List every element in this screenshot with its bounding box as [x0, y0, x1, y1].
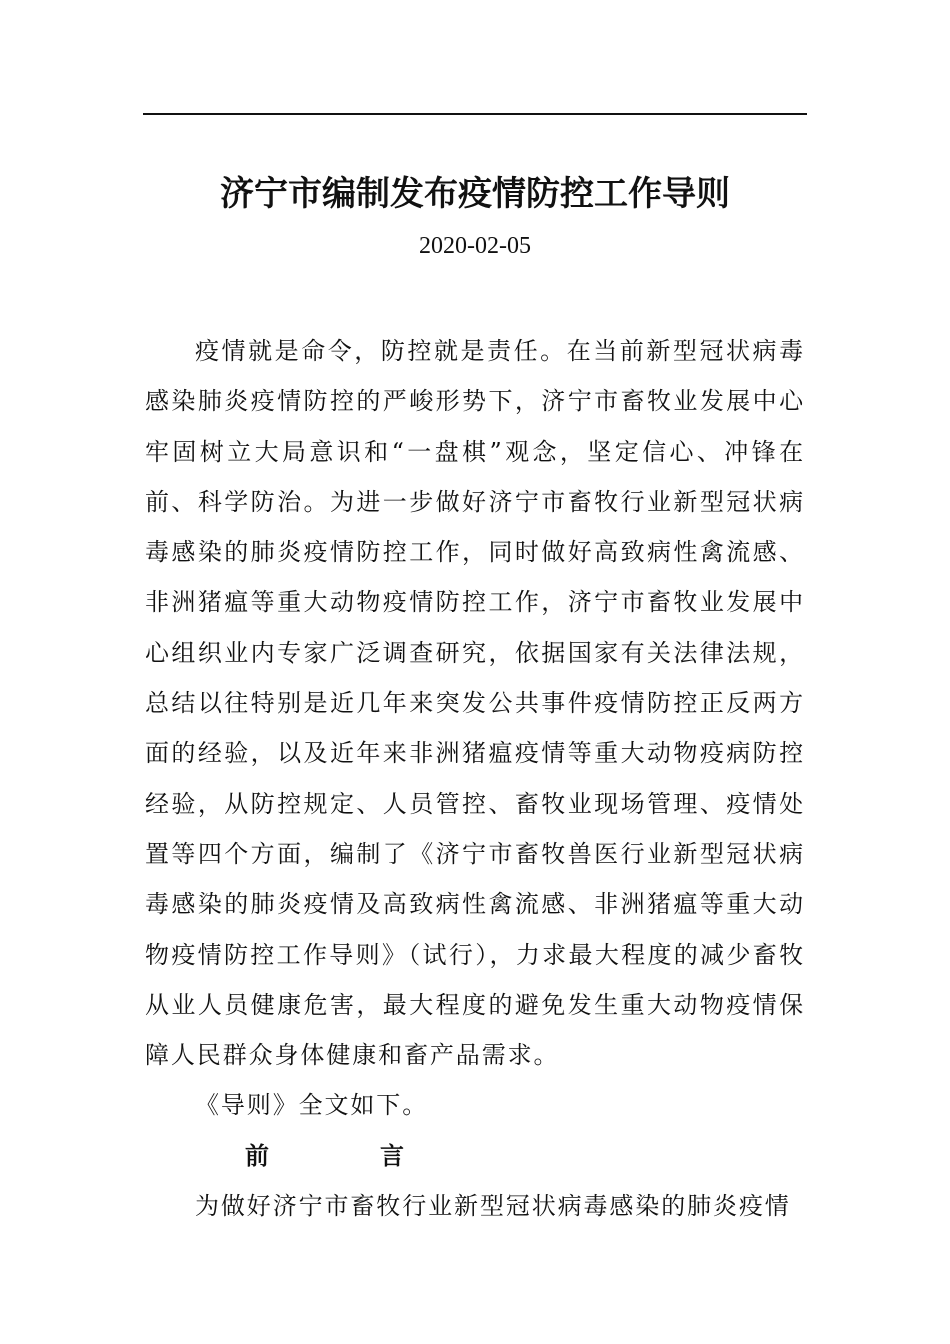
header-rule [143, 113, 807, 115]
section-heading-char-2: 言 [380, 1140, 405, 1170]
body-paragraph-preface: 为做好济宁市畜牧行业新型冠状病毒感染的肺炎疫情 [195, 1192, 791, 1221]
body-paragraph-intro: 疫情就是命令，防控就是责任。在当前新型冠状病毒感染肺炎疫情防控的严峻形势下，济宁市畜牧业发展中心牢固树立大局意识和“一盘棋”观念，坚定信心、冲锋在前、科学防治。为进一步做好济宁市畜牧行业新型冠状病毒感染的肺炎疫情防控工作，同时做好高致病性禽流感、非洲猪瘟等重大动物疫情防控工作，济宁市畜牧业发展中心组织业内专家广泛调查研究，依据国家有关法律法规，总结以往特别是近几年来突发公共事件疫情防控正反两方面的经验，以及近年来非洲猪瘟疫情等重大动物疫病防控经验，从防控规定、人员管控、畜牧业现场管理、疫情处置等四个方面，编制了《济宁市畜牧兽医行业新型冠状病毒感染的肺炎疫情及高致病性禽流感、非洲猪瘟等重大动物疫情防控工作导则》（试行），力求最大程度的减少畜牧从业人员健康危害，最大程度的避免发生重大动物疫情保障人民群众身体健康和畜产品需求。 [145, 337, 805, 1070]
section-heading-char-1: 前 [245, 1140, 270, 1170]
document-date: 2020-02-05 [419, 233, 531, 259]
document-body [145, 326, 805, 1231]
body-paragraph-fulltext-note: 《导则》全文如下。 [195, 1091, 429, 1120]
document-title: 济宁市编制发布疫情防控工作导则 [220, 174, 730, 214]
section-heading-preface [145, 1131, 805, 1181]
